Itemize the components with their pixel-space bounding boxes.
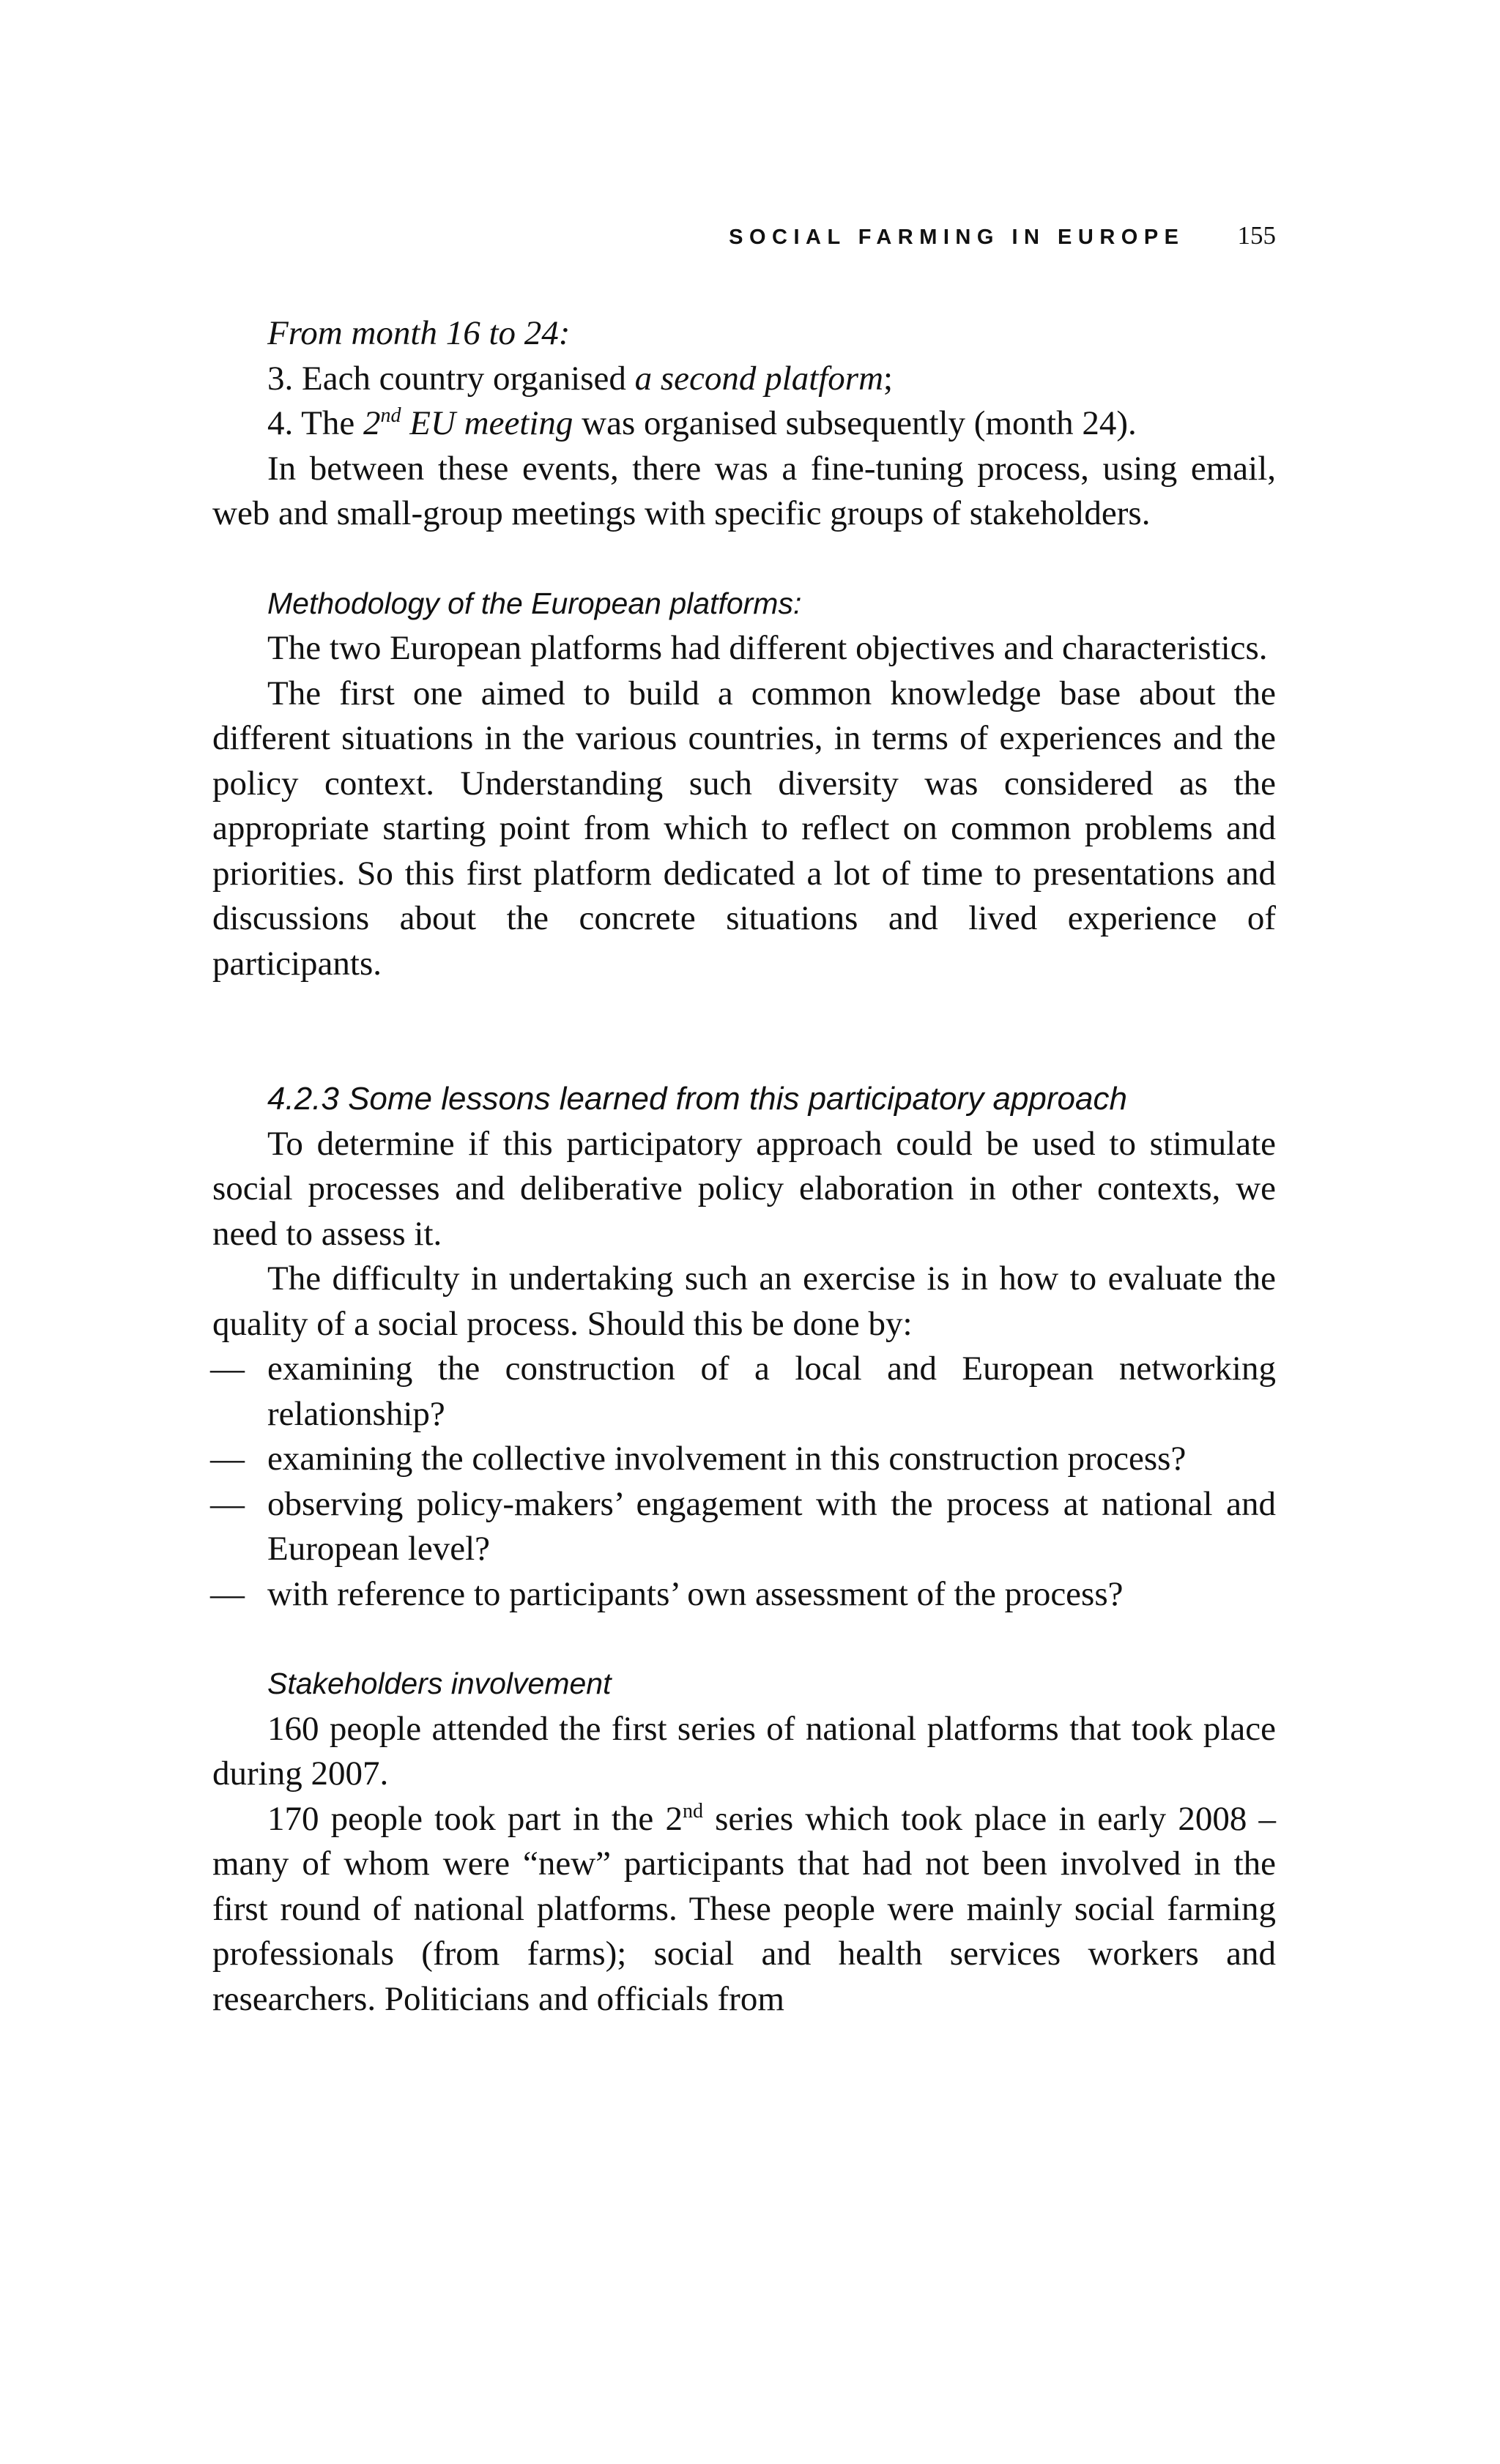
list-item	[212, 1482, 1276, 1572]
list-item	[212, 1347, 1276, 1437]
section-heading: 4.2.3 Some lessons learned from this participatory approach	[267, 1081, 1127, 1117]
list-item-text: with reference to participants’ own assessment of the process?	[267, 1574, 1124, 1613]
stakeholders-paragraph-1: 160 people attended the first series of national platforms that took place during 2007.	[212, 1709, 1276, 1793]
para2-ordinal: 2	[665, 1799, 683, 1838]
list-item-text: examining the construction of a local and European networking relationship?	[267, 1350, 1276, 1433]
spacer	[212, 986, 1276, 1076]
item4-prefix: 4. The	[267, 404, 363, 442]
para2-ordinal-sup: nd	[682, 1799, 703, 1823]
methodology-paragraph-2: The first one aimed to build a common knowledge base about the different situations in the various countries, in terms of experiences and the policy context. Understanding such diversity was considered as the appropriate starting point from which to reflect on common problems and priorities. So this first platform dedicated a lot of time to presentations and discussions about the concrete situations and lived experience of participants.	[212, 674, 1276, 983]
intro-paragraph: In between these events, there was a fine-tuning process, using email, web and small-group meetings with specific groups of stakeholders.	[212, 449, 1276, 532]
page-header	[0, 221, 1276, 258]
item4-ordinal: 2	[363, 404, 381, 442]
running-head: SOCIAL FARMING IN EUROPE	[729, 226, 1185, 249]
list-item	[212, 1437, 1276, 1482]
item3-emphasis: a second platform	[634, 359, 884, 398]
item3-prefix: 3. Each country organised	[267, 359, 635, 398]
para2-suffix: series which took place in early 2008 – many of whom were “new” participants that had not been involved in the first round of national platforms. These people were mainly social farming professionals (from farms); social and health services workers and researchers. Politicians and officials from	[212, 1799, 1277, 2018]
dash-bullet: —	[210, 1484, 245, 1523]
methodology-subheading: Methodology of the European platforms:	[267, 586, 802, 620]
spacer	[212, 537, 1276, 581]
spacer	[212, 1617, 1276, 1661]
section-paragraph-2: The difficulty in undertaking such an exercise is in how to evaluate the quality of a social process. Should this be done by:	[212, 1259, 1276, 1343]
dash-bullet: —	[210, 1440, 245, 1478]
list-item-text: examining the collective involvement in this construction process?	[267, 1440, 1187, 1478]
item3-suffix: ;	[883, 359, 894, 398]
list-item-text: observing policy-makers’ engagement with the process at national and European level?	[267, 1484, 1276, 1568]
item4-suffix: was organised subsequently (month 24).	[573, 404, 1137, 442]
list-item	[212, 1572, 1276, 1618]
page-number: 155	[1237, 221, 1276, 250]
methodology-paragraph-1: The two European platforms had different objectives and characteristics.	[267, 629, 1268, 667]
list-item-3	[212, 357, 1276, 402]
period-label: From month 16 to 24:	[267, 314, 571, 352]
para2-prefix: 170 people took part in the	[267, 1799, 666, 1838]
item4-ordinal-sup: nd	[380, 404, 401, 427]
dash-bullet: —	[210, 1574, 245, 1613]
list-item-4	[212, 401, 1276, 447]
stakeholders-paragraph-2	[212, 1797, 1276, 2022]
item4-emphasis: EU meeting	[401, 404, 573, 442]
dash-bullet: —	[210, 1350, 245, 1388]
stakeholders-subheading: Stakeholders involvement	[267, 1667, 612, 1700]
section-paragraph-1: To determine if this participatory approach could be used to stimulate social processes and deliberative policy elaboration in other contexts, we need to assess it.	[212, 1124, 1276, 1253]
page-body	[212, 311, 1276, 2022]
assessment-list	[212, 1347, 1276, 1617]
